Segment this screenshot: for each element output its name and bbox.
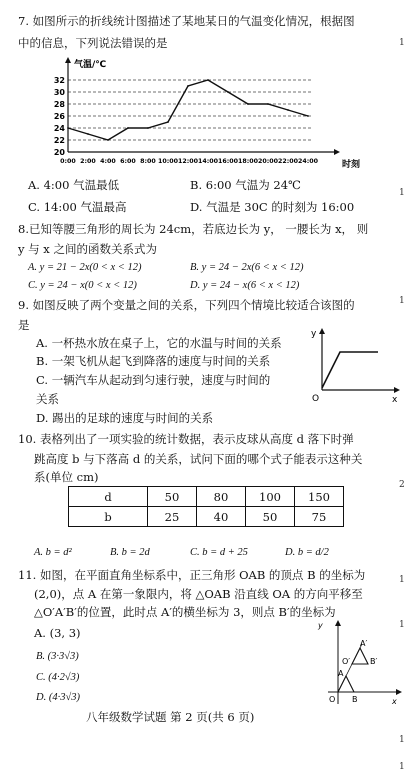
q8-text-line1: 8.已知等腰三角形的周长为 24cm，若底边长为 y， 一腰长为 x， 则	[18, 222, 369, 236]
q11-point-b-prime-label: B′	[370, 657, 378, 666]
q11-point-o-prime-label: O′	[342, 657, 351, 666]
margin-mark: 1	[399, 735, 405, 745]
table-cell: 25	[148, 507, 197, 527]
x-tick-label: 22:00	[277, 158, 299, 165]
q10-text-line3: 系(单位 cm)	[34, 470, 99, 484]
table-cell: 50	[246, 507, 295, 527]
q10-text-line1: 10. 表格列出了一项实验的统计数据，表示皮球从高度 d 落下时弹	[18, 432, 354, 446]
y-tick-label: 26	[53, 112, 65, 121]
data-point	[247, 103, 249, 105]
q10-option-b: B. b = 2d	[110, 547, 150, 558]
y-axis-arrow	[65, 57, 71, 63]
data-point	[107, 139, 109, 141]
q9-axis-x-label: x	[392, 395, 398, 404]
q7-option-c: C. 14:00 气温最高	[28, 200, 127, 214]
q8-option-d: D. y = 24 − x(6 < x < 12)	[190, 280, 300, 291]
page-footer: 八年级数学试题 第 2 页(共 6 页)	[86, 710, 255, 724]
table-cell: b	[69, 507, 148, 527]
q7-option-b: B. 6:00 气温为 24℃	[190, 178, 301, 192]
margin-mark: 1	[399, 620, 405, 630]
table-row	[69, 507, 344, 527]
q9-text-line2: 是	[18, 318, 30, 332]
q11-axis-x-label: x	[392, 697, 397, 706]
q11-point-a-prime-label: A′	[360, 639, 368, 648]
data-point	[267, 103, 269, 105]
x-tick-label: 0:00	[60, 158, 76, 165]
q9-function-graph	[308, 326, 400, 404]
q11-point-a-label: A	[338, 669, 344, 678]
data-point	[207, 79, 209, 81]
q7-option-d: D. 气温是 30C 的时刻为 16:00	[190, 200, 355, 214]
q9-option-d: D. 踢出的足球的速度与时间的关系	[36, 411, 214, 425]
margin-mark: 2	[399, 480, 405, 490]
y-tick-label: 24	[53, 124, 65, 133]
x-axis-arrow	[334, 149, 340, 155]
q9-option-b: B. 一架飞机从起飞到降落的速度与时间的关系	[36, 354, 271, 368]
q7-text-line2: 中的信息，下列说法错误的是	[18, 36, 168, 50]
x-axis-label: 时刻	[342, 160, 361, 170]
data-point	[167, 121, 169, 123]
q11-text-line2: (2,0)，点 A 在第一象限内，将 △OAB 沿直线 OA 的方向平移至	[34, 587, 363, 601]
data-point	[187, 85, 189, 87]
table-cell: d	[69, 487, 148, 507]
q11-axis-y-label: y	[318, 621, 323, 630]
table-cell: 150	[295, 487, 344, 507]
q10-option-a: A. b = d²	[34, 547, 72, 558]
margin-mark: 1	[399, 296, 405, 306]
q10-text-line2: 跳高度 b 与下落高 d 的关系，试问下面的哪个式子能表示这种关	[34, 452, 363, 466]
q11-text-line3: △O′A′B′的位置，此时点 A′的横坐标为 3，则点 B′的坐标为	[34, 605, 336, 619]
temperature-line-chart	[40, 56, 370, 174]
data-point	[147, 127, 149, 129]
q9-axis-y-label: y	[311, 329, 317, 339]
table-cell: 100	[246, 487, 295, 507]
y-tick-label: 20	[53, 148, 65, 157]
y-axis-label: 气温/℃	[74, 60, 107, 70]
data-point	[67, 127, 69, 129]
x-tick-label: 4:00	[100, 158, 116, 165]
data-point	[227, 91, 229, 93]
q9-text-line1: 9. 如图反映了两个变量之间的关系，下列四个情境比较适合该图的	[18, 298, 355, 312]
q11-option-b: B. (3·3√3)	[36, 651, 79, 662]
temperature-series-line	[68, 80, 308, 140]
table-cell: 40	[197, 507, 246, 527]
data-point	[87, 133, 89, 135]
margin-mark: 1	[399, 188, 405, 198]
table-row	[69, 487, 344, 507]
x-tick-label: 18:00	[237, 158, 259, 165]
q11-point-o-label: O	[329, 695, 336, 704]
q9-option-c-line2: 关系	[36, 392, 59, 406]
margin-mark: 1	[399, 762, 405, 772]
q11-option-c: C. (4·2√3)	[36, 672, 80, 683]
y-tick-label: 22	[53, 136, 65, 145]
data-point	[307, 115, 309, 117]
q11-text-line1: 11. 如图，在平面直角坐标系中，正三角形 OAB 的顶点 B 的坐标为	[18, 568, 366, 582]
table-cell: 80	[197, 487, 246, 507]
q8-text-line2: y 与 x 之间的函数关系式为	[18, 242, 157, 256]
q11-option-d: D. (4·3√3)	[36, 692, 80, 703]
q11-coordinate-figure	[316, 618, 402, 708]
x-tick-label: 2:00	[80, 158, 96, 165]
y-tick-label: 30	[53, 88, 65, 97]
q7-text-line1: 7. 如图所示的折线统计图描述了某地某日的气温变化情况，根据图	[18, 14, 355, 28]
table-cell: 75	[295, 507, 344, 527]
x-tick-label: 10:00	[157, 158, 179, 165]
margin-mark: 1	[399, 38, 405, 48]
y-tick-label: 32	[53, 76, 65, 85]
q10-option-c: C. b = d + 25	[190, 547, 248, 558]
table-cell: 50	[148, 487, 197, 507]
q11-point-b-label: B	[352, 695, 358, 704]
q8-option-b: B. y = 24 − 2x(6 < x < 12)	[190, 262, 304, 273]
q10-data-table	[68, 486, 344, 527]
x-tick-label: 12:00	[177, 158, 199, 165]
x-tick-label: 8:00	[140, 158, 156, 165]
data-point	[127, 127, 129, 129]
q9-option-a: A. 一杯热水放在桌子上，它的水温与时间的关系	[36, 336, 282, 350]
q7-option-a: A. 4:00 气温最低	[28, 178, 120, 192]
x-tick-label: 16:00	[217, 158, 239, 165]
q11-option-a: A. (3, 3)	[34, 626, 81, 640]
q9-origin-label: O	[312, 394, 320, 404]
q9-option-c-line1: C. 一辆汽车从起动到匀速行驶，速度与时间的	[36, 373, 271, 387]
q8-option-a: A. y = 21 − 2x(0 < x < 12)	[28, 262, 142, 273]
y-tick-label: 28	[53, 100, 65, 109]
margin-mark: 1	[399, 575, 405, 585]
x-tick-label: 6:00	[120, 158, 136, 165]
q10-option-d: D. b = d/2	[285, 547, 329, 558]
q8-option-c: C. y = 24 − x(0 < x < 12)	[28, 280, 137, 291]
x-tick-label: 14:00	[197, 158, 219, 165]
data-point	[287, 109, 289, 111]
x-tick-label: 24:00	[297, 158, 319, 165]
x-tick-label: 20:00	[257, 158, 279, 165]
